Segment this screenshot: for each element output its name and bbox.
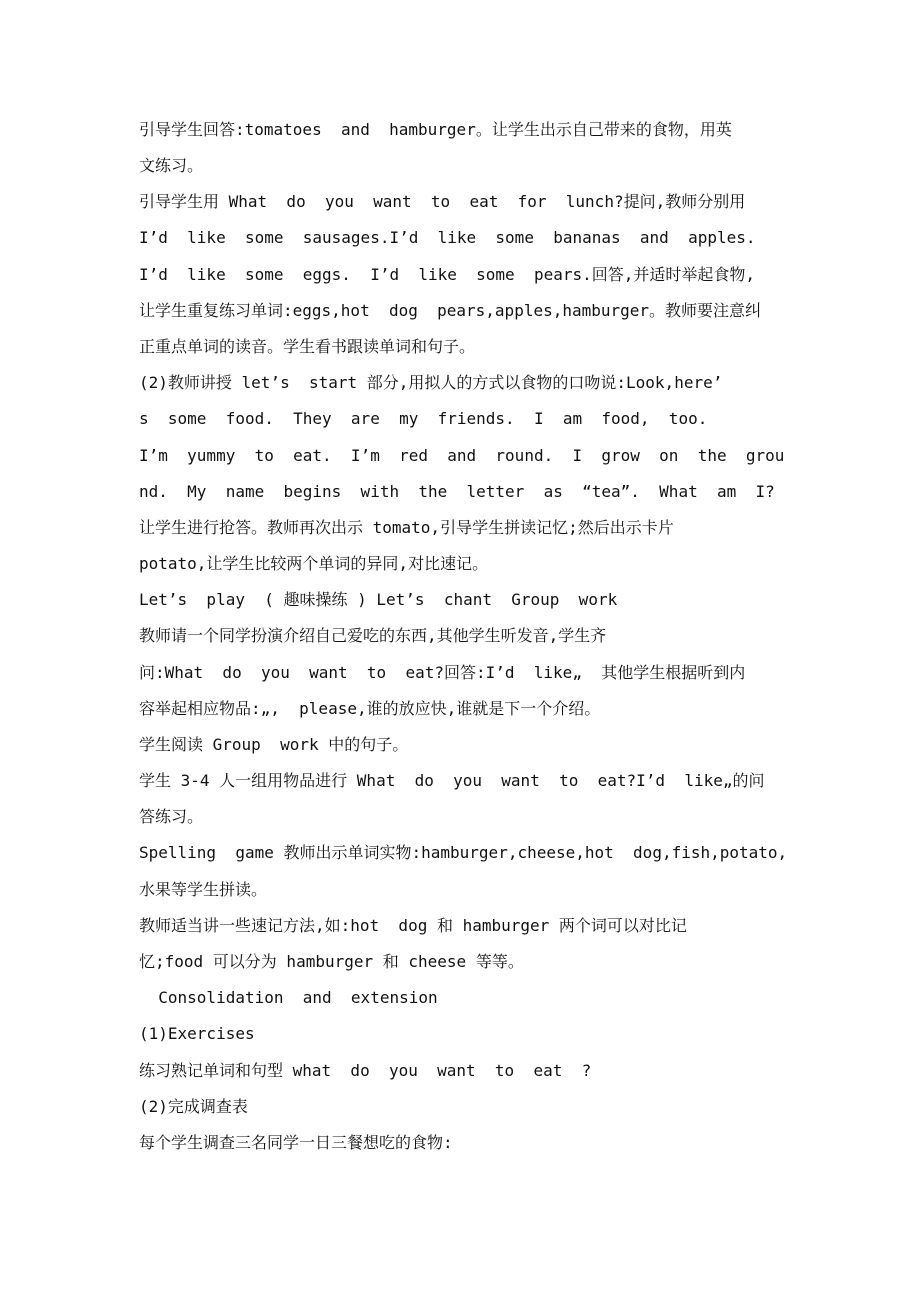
text-line: 每个学生调查三名同学一日三餐想吃的食物: bbox=[139, 1133, 453, 1152]
text-line: 学生 3-4 人一组用物品进行 What do you want to eat?I’d like„的问 bbox=[139, 771, 765, 790]
text-line: potato,让学生比较两个单词的异同,对比速记。 bbox=[139, 554, 489, 573]
text-line: 问:What do you want to eat?回答:I’d like„ 其他学生根据听到内 bbox=[139, 663, 746, 682]
text-line: 正重点单词的读音。学生看书跟读单词和句子。 bbox=[139, 337, 476, 356]
text-line: 让学生进行抢答。教师再次出示 tomato,引导学生拼读记忆;然后出示卡片 bbox=[139, 518, 674, 537]
text-line: 引导学生用 What do you want to eat for lunch?提问,教师分别用 bbox=[139, 192, 746, 211]
text-line: Spelling game 教师出示单词实物:hamburger,cheese,hot dog,fish,potato, bbox=[139, 843, 788, 862]
text-line: (2)完成调查表 bbox=[139, 1097, 248, 1116]
text-line: 让学生重复练习单词:eggs,hot dog pears,apples,hamburger。教师要注意纠 bbox=[139, 301, 762, 320]
text-line: 教师适当讲一些速记方法,如:hot dog 和 hamburger 两个词可以对比记 bbox=[139, 916, 687, 935]
text-line: 引导学生回答:tomatoes and hamburger。让学生出示自己带来的食物，用英 bbox=[139, 120, 732, 139]
text-line: I’m yummy to eat. I’m red and round. I grow on the grou bbox=[139, 446, 785, 465]
text-line: Let’s play ( 趣味操练 ) Let’s chant Group work bbox=[139, 590, 618, 609]
text-line: 学生阅读 Group work 中的句子。 bbox=[139, 735, 409, 754]
text-line: I’d like some eggs. I’d like some pears.回答,并适时举起食物, bbox=[139, 265, 756, 284]
section-heading: Consolidation and extension bbox=[139, 988, 438, 1007]
text-line: (2)教师讲授 let’s start 部分,用拟人的方式以食物的口吻说:Look,here’ bbox=[139, 373, 723, 392]
text-line: 教师请一个同学扮演介绍自己爱吃的东西,其他学生听发音,学生齐 bbox=[139, 626, 607, 645]
text-line: 答练习。 bbox=[139, 807, 204, 826]
text-line: I’d like some sausages.I’d like some bananas and apples. bbox=[139, 228, 756, 247]
text-line: s some food. They are my friends. I am food, too. bbox=[139, 409, 708, 428]
text-line: 忆;food 可以分为 hamburger 和 cheese 等等。 bbox=[139, 952, 524, 971]
text-line: 水果等学生拼读。 bbox=[139, 880, 268, 899]
text-line: 文练习。 bbox=[139, 156, 204, 175]
text-line: 练习熟记单词和句型 what do you want to eat ? bbox=[139, 1061, 592, 1080]
text-line: 容举起相应物品:„, please,谁的放应快,谁就是下一个介绍。 bbox=[139, 699, 601, 718]
text-line: nd. My name begins with the letter as “tea”. What am I? bbox=[139, 482, 775, 501]
text-line: (1)Exercises bbox=[139, 1024, 255, 1043]
